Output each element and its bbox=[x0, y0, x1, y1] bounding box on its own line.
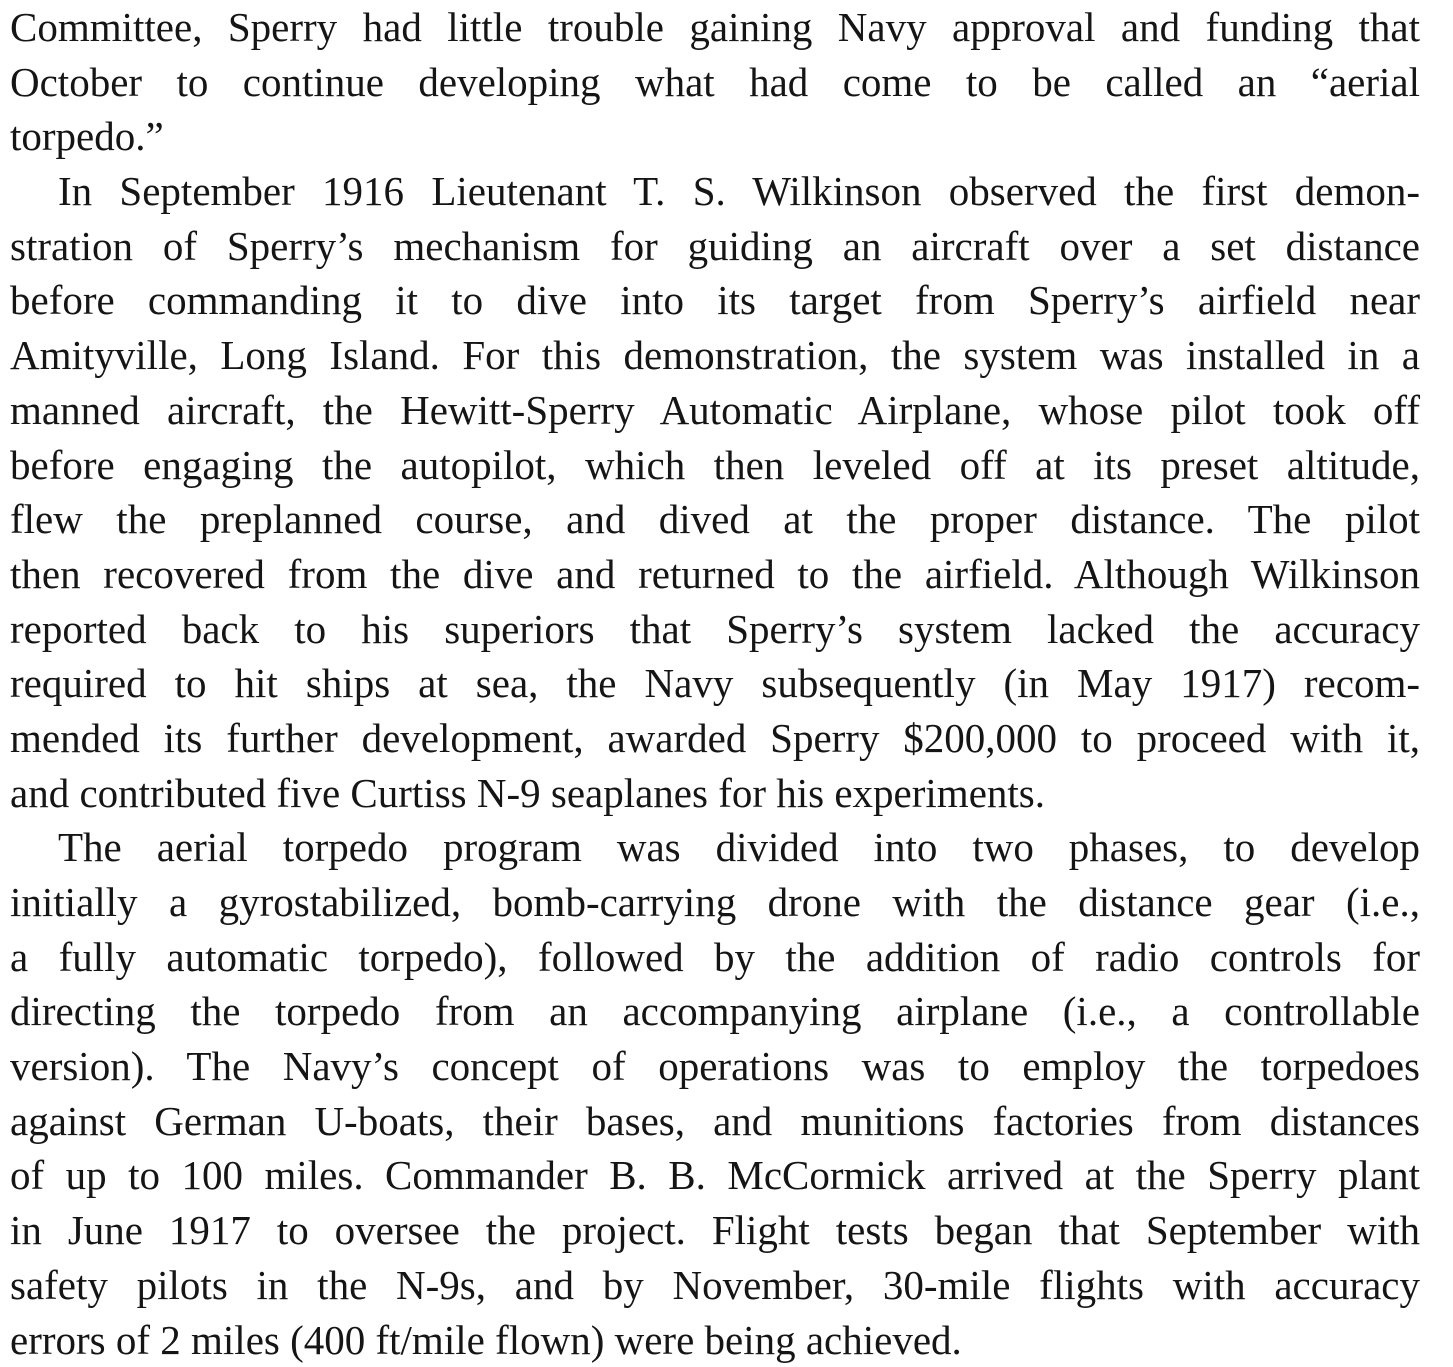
text-line: and contributed five Curtiss N-9 seaplanes for his experiments. bbox=[10, 766, 1420, 821]
text-line: October to continue developing what had come to be called an “aerial bbox=[10, 55, 1420, 110]
text-line: in June 1917 to oversee the project. Flight tests began that September with bbox=[10, 1203, 1420, 1258]
paragraph-3 bbox=[10, 820, 1420, 1367]
text-line: reported back to his superiors that Sperry’s system lacked the accuracy bbox=[10, 602, 1420, 657]
text-line: stration of Sperry’s mechanism for guiding an aircraft over a set distance bbox=[10, 219, 1420, 274]
text-line: required to hit ships at sea, the Navy subsequently (in May 1917) recom- bbox=[10, 656, 1420, 711]
text-line: Amityville, Long Island. For this demonstration, the system was installed in a bbox=[10, 328, 1420, 383]
text-line: then recovered from the dive and returned to the airfield. Although Wilkinson bbox=[10, 547, 1420, 602]
text-line: before engaging the autopilot, which then leveled off at its preset altitude, bbox=[10, 438, 1420, 493]
text-line: directing the torpedo from an accompanying airplane (i.e., a controllable bbox=[10, 984, 1420, 1039]
text-line: The aerial torpedo program was divided into two phases, to develop bbox=[10, 820, 1420, 875]
text-line: safety pilots in the N-9s, and by November, 30-mile flights with accuracy bbox=[10, 1258, 1420, 1313]
text-line: version). The Navy’s concept of operations was to employ the torpedoes bbox=[10, 1039, 1420, 1094]
text-line: manned aircraft, the Hewitt-Sperry Automatic Airplane, whose pilot took off bbox=[10, 383, 1420, 438]
text-line: In September 1916 Lieutenant T. S. Wilkinson observed the first demon- bbox=[10, 164, 1420, 219]
text-line: Committee, Sperry had little trouble gaining Navy approval and funding that bbox=[10, 0, 1420, 55]
text-line: a fully automatic torpedo), followed by the addition of radio controls for bbox=[10, 930, 1420, 985]
text-line: against German U-boats, their bases, and munitions factories from distances bbox=[10, 1094, 1420, 1149]
text-line: of up to 100 miles. Commander B. B. McCormick arrived at the Sperry plant bbox=[10, 1148, 1420, 1203]
text-line: mended its further development, awarded Sperry $200,000 to proceed with it, bbox=[10, 711, 1420, 766]
text-line: initially a gyrostabilized, bomb-carrying drone with the distance gear (i.e., bbox=[10, 875, 1420, 930]
text-line: torpedo.” bbox=[10, 109, 1420, 164]
text-line: flew the preplanned course, and dived at the proper distance. The pilot bbox=[10, 492, 1420, 547]
paragraph-2 bbox=[10, 164, 1420, 820]
text-line: errors of 2 miles (400 ft/mile flown) were being achieved. bbox=[10, 1313, 1420, 1367]
text-line: before commanding it to dive into its target from Sperry’s airfield near bbox=[10, 273, 1420, 328]
document-page bbox=[10, 0, 1420, 1367]
paragraph-1 bbox=[10, 0, 1420, 164]
